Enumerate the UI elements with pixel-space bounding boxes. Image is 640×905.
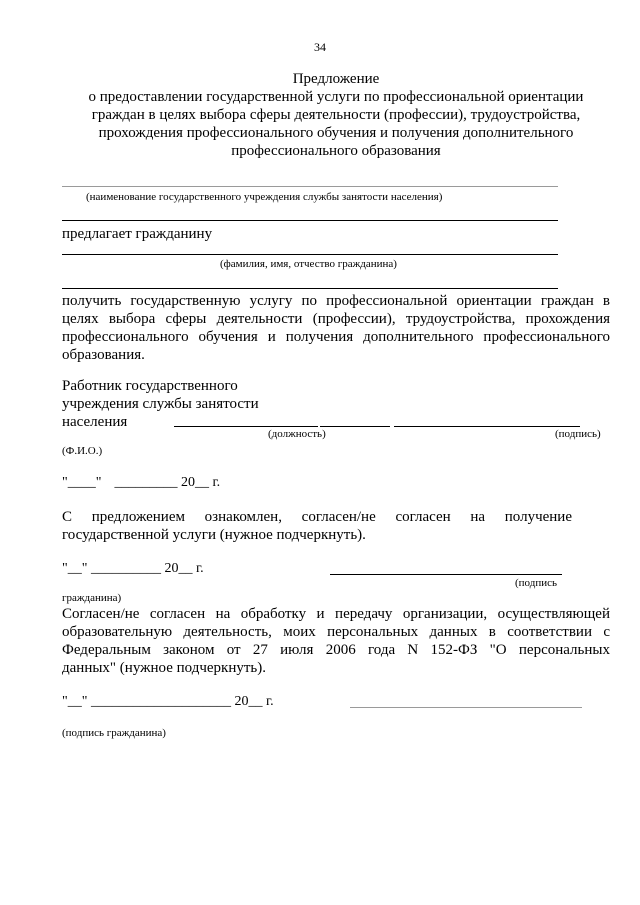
- date-1-day-blank[interactable]: ____: [67, 475, 96, 490]
- citizen-name-caption: (фамилия, имя, отчество гражданина): [220, 258, 397, 270]
- date-1-quote-close: ": [95, 475, 102, 490]
- citizen-signature-caption-part-1: (подпись: [515, 577, 558, 589]
- position-caption: (должность): [268, 428, 326, 440]
- date-2: [62, 560, 204, 577]
- institution-name-caption: (наименование государственного учреждения службы занятости населения): [86, 191, 443, 203]
- date-2-year: 20__ г.: [164, 561, 204, 576]
- page-number: 34: [314, 40, 326, 54]
- citizen-signature-line[interactable]: [330, 574, 562, 575]
- consent-line-4: данных" (нужное подчеркнуть).: [62, 660, 266, 676]
- consent-line-3: Федеральным законом от 27 июля 2006 года N 152-ФЗ "О персональных: [62, 642, 610, 658]
- citizen-signature-caption-part-2: гражданина): [62, 592, 122, 604]
- date-2-month-blank[interactable]: __________: [90, 561, 161, 576]
- date-3-year: 20__ г.: [234, 694, 274, 709]
- citizen-name-line[interactable]: [62, 254, 558, 255]
- date-1: [62, 474, 220, 491]
- title-line-2: о предоставлении государственной услуги по профессиональной ориентации: [88, 89, 584, 105]
- consent-line-2: образовательную деятельность, моих персональных данных в соответствии с: [62, 624, 610, 640]
- date-2-day[interactable]: "__": [62, 561, 88, 576]
- acquainted-line-1: С предложением ознакомлен, согласен/не согласен на получение: [62, 509, 572, 525]
- title-line-3: граждан в целях выбора сферы деятельности (профессии), трудоустройства,: [91, 107, 581, 123]
- position-line-b[interactable]: [320, 426, 390, 427]
- employee-line-3: населения: [62, 414, 128, 430]
- signature-line[interactable]: [394, 426, 580, 427]
- position-line[interactable]: [174, 426, 318, 427]
- employee-line-2: учреждения службы занятости: [62, 396, 259, 412]
- final-signature-caption: (подпись гражданина): [62, 727, 166, 739]
- date-3: [62, 693, 274, 710]
- institution-name-line[interactable]: [62, 186, 558, 187]
- date-1-year: 20__ г.: [180, 475, 221, 490]
- acquainted-line-2: государственной услуги (нужное подчеркнуть).: [62, 527, 366, 543]
- date-1-month-blank[interactable]: _________: [114, 475, 178, 490]
- offer-line-1: получить государственную услугу по профессиональной ориентации граждан в: [62, 293, 610, 309]
- offer-line-4: образования.: [62, 347, 145, 363]
- title-line-1: Предложение: [292, 71, 380, 87]
- date-3-day[interactable]: "__": [62, 694, 88, 709]
- date-3-month-blank[interactable]: ____________________: [90, 694, 231, 709]
- employee-signature-caption: (подпись): [555, 428, 601, 440]
- final-signature-line[interactable]: [350, 707, 582, 708]
- institution-name-line-2[interactable]: [62, 220, 558, 221]
- employee-line-1: Работник государственного: [62, 378, 238, 394]
- title-line-5: профессионального образования: [231, 143, 441, 159]
- date-1-quote-open: ": [62, 475, 68, 490]
- citizen-name-line-2[interactable]: [62, 288, 558, 289]
- fio-caption: (Ф.И.О.): [62, 445, 103, 457]
- title-line-4: прохождения профессионального обучения и получения дополнительного: [98, 125, 574, 141]
- offers-label: предлагает гражданину: [62, 226, 213, 242]
- consent-line-1: Согласен/не согласен на обработку и передачу организации, осуществляющей: [62, 606, 610, 622]
- offer-line-2: целях выбора сферы деятельности (профессии), трудоустройства, прохождения: [62, 311, 610, 327]
- offer-line-3: профессионального обучения и получения дополнительного профессионального: [62, 329, 610, 345]
